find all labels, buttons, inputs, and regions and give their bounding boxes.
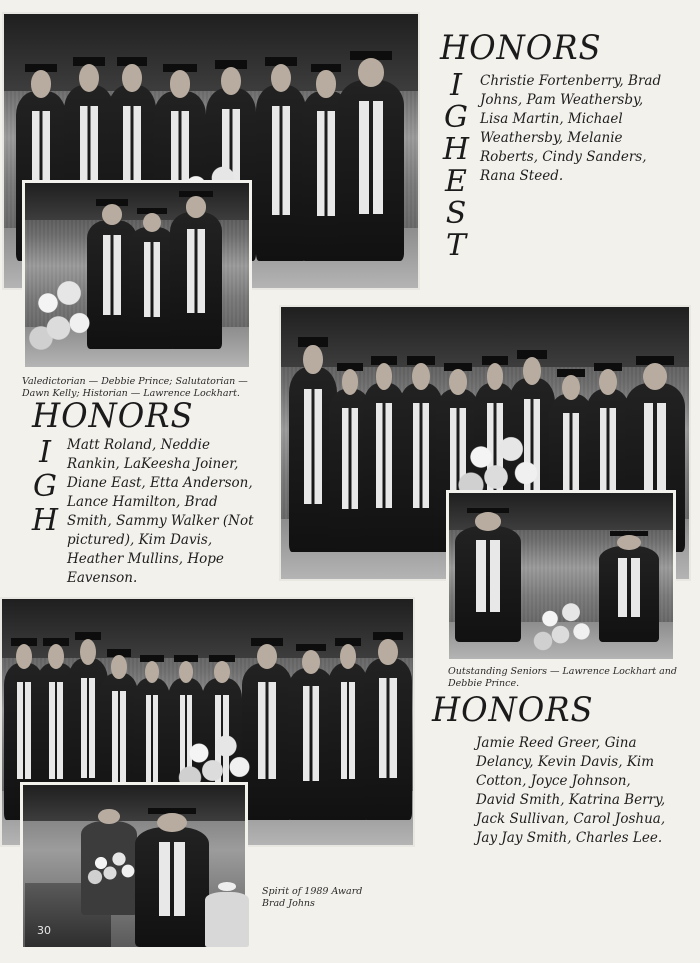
- highest-vertical-letters: [441, 70, 471, 262]
- letter-g: G: [33, 469, 57, 504]
- letter-h: H: [442, 132, 470, 167]
- highest-honors-title: HONORS: [440, 28, 602, 68]
- page-number: 30: [37, 924, 51, 937]
- valedictorian-caption: Valedictorian — Debbie Prince; Salutatorian — Dawn Kelly; Historian — Lawrence Lockhart.: [22, 376, 248, 399]
- letter-t: T: [445, 228, 466, 263]
- letter-i: I: [39, 435, 51, 470]
- honors-names: Jamie Reed Greer, Gina Delancy, Kevin Davis, Kim Cotton, Joyce Johnson, David Smith, Katrina Berry, Jack Sullivan, Carol Joshua, Jay Jay Smith, Charles Lee.: [476, 735, 666, 846]
- high-honors-names: Matt Roland, Neddie Rankin, LaKeesha Joiner, Diane East, Etta Anderson, Lance Hamilton, Brad Smith, Sammy Walker (Not pictured), Kim Davis, Heather Mullins, Hope Eavenson.: [67, 437, 254, 586]
- letter-g: G: [444, 100, 468, 135]
- spirit-award-caption: Spirit of 1989 Award Brad Johns: [262, 886, 363, 909]
- photo-outstanding-seniors: [446, 490, 676, 662]
- honors-title: HONORS: [432, 690, 594, 730]
- letter-i: I: [450, 68, 462, 103]
- outstanding-seniors-caption: Outstanding Seniors — Lawrence Lockhart and Debbie Prince.: [448, 666, 677, 689]
- letter-h: H: [31, 503, 59, 538]
- letter-e: E: [445, 164, 467, 199]
- highest-honors-names: Christie Fortenberry, Brad Johns, Pam Weathersby, Lisa Martin, Michael Weathersby, Melanie Roberts, Cindy Sanders, Rana Steed.: [480, 73, 662, 184]
- photo-valedictorian: [22, 180, 252, 370]
- high-vertical-letters: [30, 436, 60, 538]
- letter-s: S: [445, 196, 467, 231]
- high-honors-title: HONORS: [32, 396, 194, 436]
- photo-spirit-award: [20, 782, 248, 950]
